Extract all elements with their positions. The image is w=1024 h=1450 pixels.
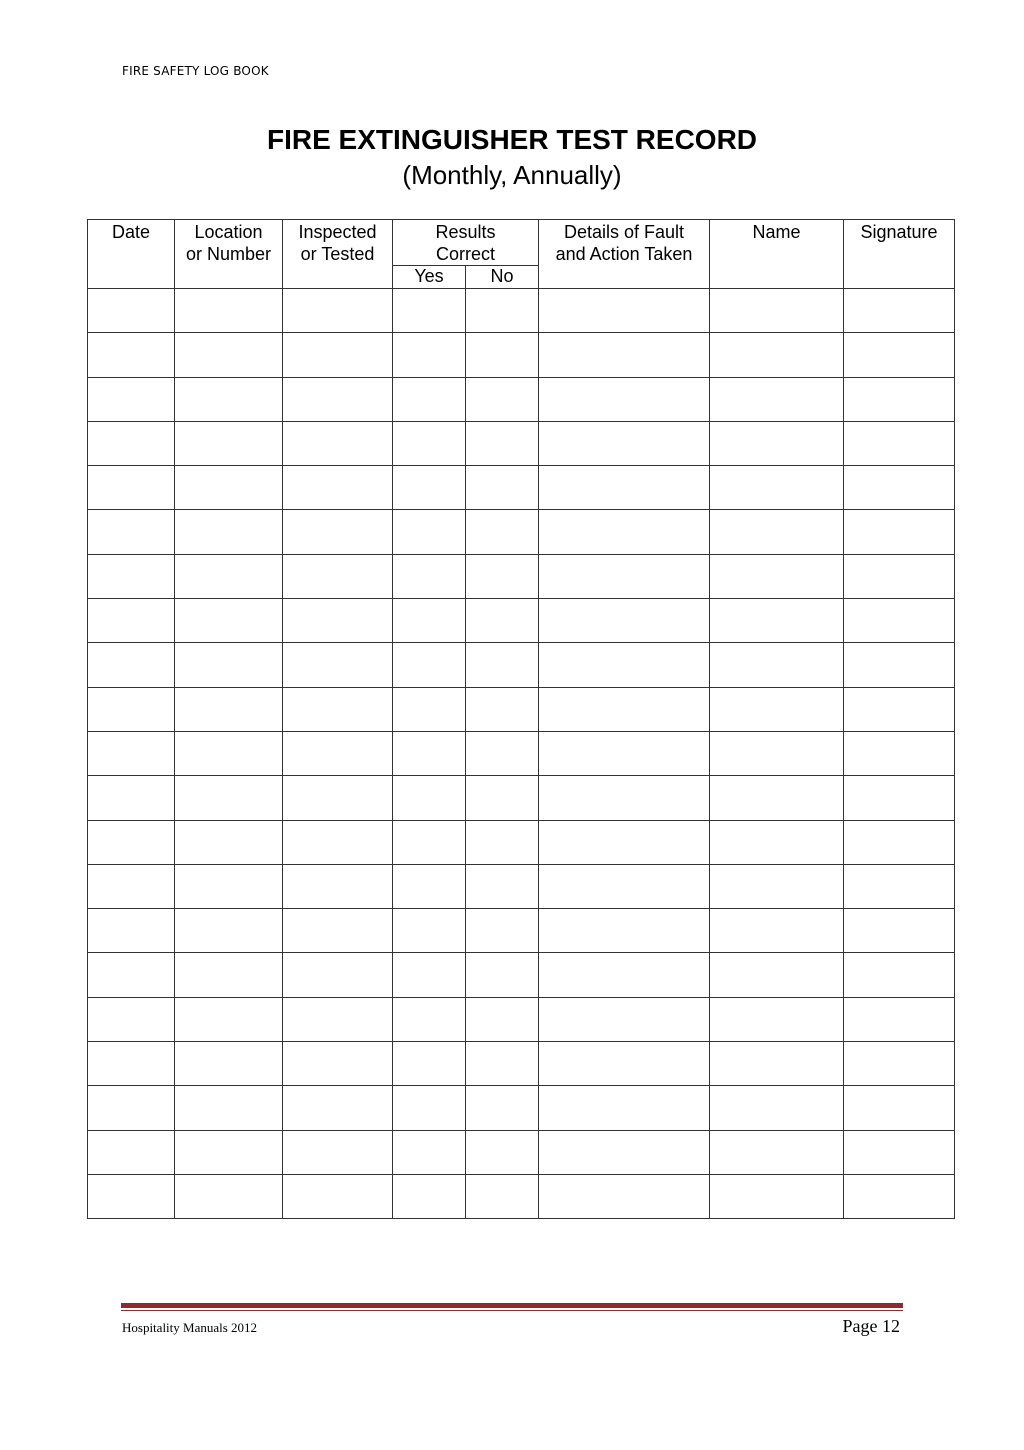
signature-cell[interactable]: [844, 333, 955, 377]
location-cell[interactable]: [175, 466, 283, 510]
yes-cell[interactable]: [393, 1130, 466, 1174]
signature-cell[interactable]: [844, 1174, 955, 1218]
location-cell[interactable]: [175, 377, 283, 421]
page-number: Page 12: [842, 1316, 900, 1336]
table-row: [88, 731, 955, 775]
column-header-results: Results Correct: [393, 220, 539, 266]
running-header: FIRE SAFETY LOG BOOK: [122, 64, 269, 78]
location-cell[interactable]: [175, 820, 283, 864]
no-cell[interactable]: [466, 864, 539, 908]
inspected-cell[interactable]: [283, 1086, 393, 1130]
yes-cell[interactable]: [393, 687, 466, 731]
inspected-cell[interactable]: [283, 510, 393, 554]
no-cell[interactable]: [466, 687, 539, 731]
date-cell[interactable]: [88, 421, 175, 465]
yes-cell[interactable]: [393, 599, 466, 643]
location-cell[interactable]: [175, 289, 283, 333]
signature-cell[interactable]: [844, 289, 955, 333]
signature-cell[interactable]: [844, 377, 955, 421]
column-header-inspected: Inspected or Tested: [283, 220, 393, 289]
name-cell[interactable]: [710, 333, 844, 377]
inspected-cell[interactable]: [283, 643, 393, 687]
name-cell[interactable]: [710, 377, 844, 421]
inspected-cell[interactable]: [283, 820, 393, 864]
column-header-name: Name: [710, 220, 844, 289]
yes-cell[interactable]: [393, 731, 466, 775]
no-cell[interactable]: [466, 1174, 539, 1218]
details-cell[interactable]: [539, 864, 710, 908]
date-cell[interactable]: [88, 1042, 175, 1086]
no-cell[interactable]: [466, 820, 539, 864]
no-cell[interactable]: [466, 333, 539, 377]
column-header-location: Location or Number: [175, 220, 283, 289]
no-cell[interactable]: [466, 1042, 539, 1086]
inspected-cell[interactable]: [283, 953, 393, 997]
no-cell[interactable]: [466, 554, 539, 598]
name-cell[interactable]: [710, 421, 844, 465]
date-cell[interactable]: [88, 776, 175, 820]
location-cell[interactable]: [175, 643, 283, 687]
column-header-date: Date: [88, 220, 175, 289]
table-row: [88, 289, 955, 333]
yes-cell[interactable]: [393, 820, 466, 864]
details-cell[interactable]: [539, 909, 710, 953]
details-cell[interactable]: [539, 466, 710, 510]
details-cell[interactable]: [539, 289, 710, 333]
table-row: [88, 333, 955, 377]
table-row: [88, 687, 955, 731]
inspected-cell[interactable]: [283, 599, 393, 643]
yes-cell[interactable]: [393, 333, 466, 377]
location-cell[interactable]: [175, 554, 283, 598]
yes-cell[interactable]: [393, 953, 466, 997]
yes-cell[interactable]: [393, 776, 466, 820]
inspected-cell[interactable]: [283, 864, 393, 908]
no-cell[interactable]: [466, 599, 539, 643]
inspected-cell[interactable]: [283, 997, 393, 1041]
signature-cell[interactable]: [844, 909, 955, 953]
table-row: [88, 1086, 955, 1130]
date-cell[interactable]: [88, 864, 175, 908]
column-header-no: No: [466, 266, 539, 289]
inspected-cell[interactable]: [283, 554, 393, 598]
yes-cell[interactable]: [393, 377, 466, 421]
location-cell[interactable]: [175, 1174, 283, 1218]
yes-cell[interactable]: [393, 1086, 466, 1130]
location-cell[interactable]: [175, 1042, 283, 1086]
table-row: [88, 909, 955, 953]
inspected-cell[interactable]: [283, 421, 393, 465]
details-cell[interactable]: [539, 953, 710, 997]
details-cell[interactable]: [539, 377, 710, 421]
location-cell[interactable]: [175, 1130, 283, 1174]
name-cell[interactable]: [710, 687, 844, 731]
inspected-cell[interactable]: [283, 687, 393, 731]
signature-cell[interactable]: [844, 1130, 955, 1174]
details-cell[interactable]: [539, 554, 710, 598]
signature-cell[interactable]: [844, 510, 955, 554]
table-row: [88, 1130, 955, 1174]
details-cell[interactable]: [539, 997, 710, 1041]
name-cell[interactable]: [710, 776, 844, 820]
table-row: [88, 820, 955, 864]
yes-cell[interactable]: [393, 643, 466, 687]
test-record-table: [87, 219, 955, 1219]
no-cell[interactable]: [466, 510, 539, 554]
details-cell[interactable]: [539, 731, 710, 775]
signature-cell[interactable]: [844, 864, 955, 908]
signature-cell[interactable]: [844, 1086, 955, 1130]
name-cell[interactable]: [710, 1042, 844, 1086]
date-cell[interactable]: [88, 909, 175, 953]
no-cell[interactable]: [466, 466, 539, 510]
date-cell[interactable]: [88, 510, 175, 554]
table-row: [88, 554, 955, 598]
yes-cell[interactable]: [393, 864, 466, 908]
signature-cell[interactable]: [844, 466, 955, 510]
location-cell[interactable]: [175, 599, 283, 643]
yes-cell[interactable]: [393, 510, 466, 554]
footer-rule-thin: [121, 1310, 903, 1311]
no-cell[interactable]: [466, 421, 539, 465]
date-cell[interactable]: [88, 1086, 175, 1130]
yes-cell[interactable]: [393, 421, 466, 465]
location-cell[interactable]: [175, 333, 283, 377]
yes-cell[interactable]: [393, 1042, 466, 1086]
date-cell[interactable]: [88, 599, 175, 643]
table-row: [88, 776, 955, 820]
location-cell[interactable]: [175, 687, 283, 731]
date-cell[interactable]: [88, 333, 175, 377]
table-row: [88, 599, 955, 643]
name-cell[interactable]: [710, 864, 844, 908]
signature-cell[interactable]: [844, 953, 955, 997]
location-cell[interactable]: [175, 997, 283, 1041]
details-cell[interactable]: [539, 1174, 710, 1218]
no-cell[interactable]: [466, 1130, 539, 1174]
name-cell[interactable]: [710, 953, 844, 997]
details-cell[interactable]: [539, 599, 710, 643]
name-cell[interactable]: [710, 997, 844, 1041]
no-cell[interactable]: [466, 377, 539, 421]
no-cell[interactable]: [466, 776, 539, 820]
date-cell[interactable]: [88, 1174, 175, 1218]
date-cell[interactable]: [88, 731, 175, 775]
table-row: [88, 421, 955, 465]
details-cell[interactable]: [539, 687, 710, 731]
details-cell[interactable]: [539, 333, 710, 377]
location-cell[interactable]: [175, 731, 283, 775]
inspected-cell[interactable]: [283, 1174, 393, 1218]
page-subtitle: (Monthly, Annually): [402, 160, 622, 190]
no-cell[interactable]: [466, 289, 539, 333]
details-cell[interactable]: [539, 421, 710, 465]
signature-cell[interactable]: [844, 554, 955, 598]
details-cell[interactable]: [539, 1130, 710, 1174]
table-row: [88, 466, 955, 510]
signature-cell[interactable]: [844, 599, 955, 643]
inspected-cell[interactable]: [283, 909, 393, 953]
date-cell[interactable]: [88, 997, 175, 1041]
name-cell[interactable]: [710, 599, 844, 643]
details-cell[interactable]: [539, 510, 710, 554]
inspected-cell[interactable]: [283, 466, 393, 510]
table-row: [88, 510, 955, 554]
location-cell[interactable]: [175, 1086, 283, 1130]
no-cell[interactable]: [466, 997, 539, 1041]
table-row: [88, 643, 955, 687]
date-cell[interactable]: [88, 377, 175, 421]
inspected-cell[interactable]: [283, 333, 393, 377]
name-cell[interactable]: [710, 510, 844, 554]
location-cell[interactable]: [175, 421, 283, 465]
inspected-cell[interactable]: [283, 1042, 393, 1086]
details-cell[interactable]: [539, 1086, 710, 1130]
no-cell[interactable]: [466, 953, 539, 997]
column-header-yes: Yes: [393, 266, 466, 289]
location-cell[interactable]: [175, 864, 283, 908]
yes-cell[interactable]: [393, 289, 466, 333]
yes-cell[interactable]: [393, 997, 466, 1041]
details-cell[interactable]: [539, 1042, 710, 1086]
date-cell[interactable]: [88, 687, 175, 731]
location-cell[interactable]: [175, 953, 283, 997]
details-cell[interactable]: [539, 643, 710, 687]
table-row: [88, 377, 955, 421]
name-cell[interactable]: [710, 466, 844, 510]
name-cell[interactable]: [710, 1130, 844, 1174]
yes-cell[interactable]: [393, 554, 466, 598]
name-cell[interactable]: [710, 820, 844, 864]
inspected-cell[interactable]: [283, 731, 393, 775]
yes-cell[interactable]: [393, 466, 466, 510]
name-cell[interactable]: [710, 1174, 844, 1218]
name-cell[interactable]: [710, 289, 844, 333]
name-cell[interactable]: [710, 731, 844, 775]
signature-cell[interactable]: [844, 1042, 955, 1086]
signature-cell[interactable]: [844, 731, 955, 775]
inspected-cell[interactable]: [283, 1130, 393, 1174]
date-cell[interactable]: [88, 953, 175, 997]
yes-cell[interactable]: [393, 1174, 466, 1218]
footer-publisher: Hospitality Manuals 2012: [122, 1320, 258, 1335]
date-cell[interactable]: [88, 1130, 175, 1174]
inspected-cell[interactable]: [283, 377, 393, 421]
signature-cell[interactable]: [844, 421, 955, 465]
date-cell[interactable]: [88, 643, 175, 687]
name-cell[interactable]: [710, 1086, 844, 1130]
date-cell[interactable]: [88, 820, 175, 864]
date-cell[interactable]: [88, 289, 175, 333]
date-cell[interactable]: [88, 466, 175, 510]
date-cell[interactable]: [88, 554, 175, 598]
signature-cell[interactable]: [844, 687, 955, 731]
table-row: [88, 953, 955, 997]
no-cell[interactable]: [466, 643, 539, 687]
table-row: [88, 997, 955, 1041]
table-row: [88, 864, 955, 908]
record-rows: [88, 289, 955, 1219]
table-row: [88, 1174, 955, 1218]
footer-rule: [121, 1303, 903, 1308]
details-cell[interactable]: [539, 820, 710, 864]
signature-cell[interactable]: [844, 997, 955, 1041]
location-cell[interactable]: [175, 909, 283, 953]
no-cell[interactable]: [466, 731, 539, 775]
details-cell[interactable]: [539, 776, 710, 820]
column-header-signature: Signature: [844, 220, 955, 289]
inspected-cell[interactable]: [283, 776, 393, 820]
name-cell[interactable]: [710, 909, 844, 953]
name-cell[interactable]: [710, 554, 844, 598]
location-cell[interactable]: [175, 776, 283, 820]
inspected-cell[interactable]: [283, 289, 393, 333]
location-cell[interactable]: [175, 510, 283, 554]
signature-cell[interactable]: [844, 643, 955, 687]
signature-cell[interactable]: [844, 820, 955, 864]
table-row: [88, 1042, 955, 1086]
page-title: FIRE EXTINGUISHER TEST RECORD: [266, 124, 758, 155]
column-header-details: Details of Fault and Action Taken: [539, 220, 710, 289]
yes-cell[interactable]: [393, 909, 466, 953]
no-cell[interactable]: [466, 909, 539, 953]
no-cell[interactable]: [466, 1086, 539, 1130]
signature-cell[interactable]: [844, 776, 955, 820]
name-cell[interactable]: [710, 643, 844, 687]
